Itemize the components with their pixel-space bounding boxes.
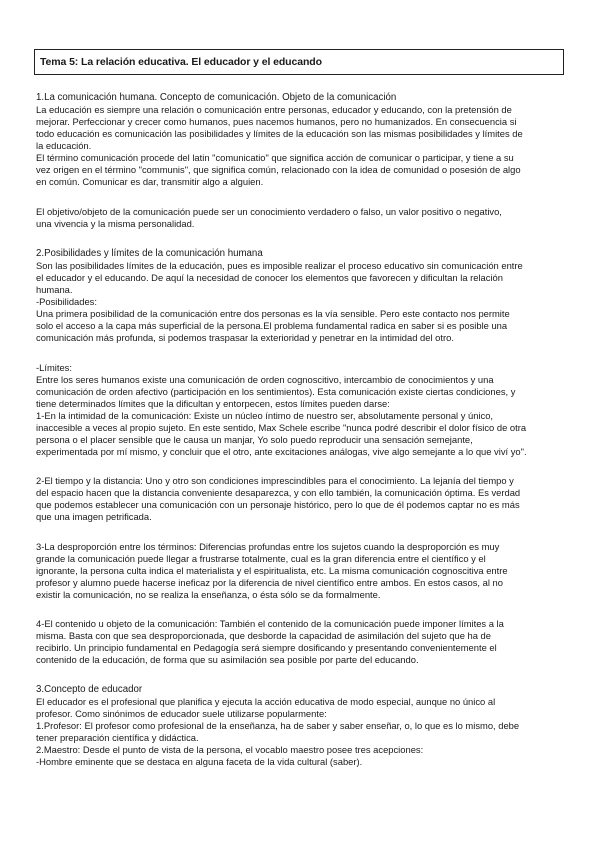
title-box	[34, 49, 564, 75]
text-line: tener preparación científica y didáctica.	[36, 732, 199, 743]
text-line: 2-El tiempo y la distancia: Uno y otro son condiciones imprescindibles para el conocimiento. La lejanía del tiempo y	[36, 475, 514, 486]
text-line: del espacio hacen que la distancia conveniente desaparezca, y con ello también, la comunicación óptima. Es verdad	[36, 487, 521, 498]
text-line: profesor. Como sinónimos de educador suele utilizarse popularmente:	[36, 708, 327, 719]
text-line: mejorar. Perfeccionar y crecer como humanos, pues nacemos humanos, pero no humanizados. En consecuencia si	[36, 116, 517, 127]
text-line: 2.Maestro: Desde el punto de vista de la persona, el vocablo maestro posee tres acepciones:	[36, 744, 424, 755]
text-line: existir la comunicación, no se realiza la enseñanza, o ésta sólo se da formalmente.	[36, 589, 381, 600]
text-line: La educación es siempre una relación o comunicación entre personas, educador y educando, con la pretensión de	[36, 104, 512, 115]
text-line: 1-En la intimidad de la comunicación: Existe un núcleo íntimo de nuestro ser, absolutamente personal y único,	[36, 410, 494, 421]
text-line: humana.	[36, 284, 73, 295]
section-heading: 3.Concepto de educador	[36, 684, 143, 695]
subheading: -Posibilidades:	[36, 296, 97, 307]
text-line: Entre los seres humanos existe una comunicación de orden cognoscitivo, intercambio de conocimientos y una	[36, 374, 494, 385]
document-title: Tema 5: La relación educativa. El educador y el educando	[40, 56, 322, 68]
text-line: una vivencia y la misma personalidad.	[36, 218, 195, 229]
text-line: inaccesible a veces al propio sujeto. En este sentido, Max Schele escribe "nunca podré describir el dolor físico de otra	[36, 422, 527, 433]
text-line: misma. Basta con que sea desproporcionada, que desborde la capacidad de asimilación del sujeto que ha de	[36, 630, 491, 641]
text-line: comunicación más profunda, si podemos traspasar la exterioridad y penetrar en la intimidad del otro.	[36, 332, 454, 343]
text-line: ignorante, la persona culta indica el materialista y el espiritualista, etc. La misma comunicación cognoscitiva entre	[36, 565, 508, 576]
text-line: persona o el placer sensible que le causa un manjar, Yo solo puedo reproducir una sensación semejante,	[36, 434, 473, 445]
text-line: Son las posibilidades límites de la educación, pues es imposible realizar el proceso educativo sin comunicación entre	[36, 260, 523, 271]
text-line: Una primera posibilidad de la comunicación entre dos personas es la vía sensible. Pero este contacto nos permite	[36, 308, 510, 319]
text-line: el educador y el educando. De aquí la necesidad de conocer los elementos que favorecen y dificultan la relación	[36, 272, 503, 283]
text-line: comunicación de orden afectivo (participación en los sentimientos). Esta comunicación existe ciertas condiciones, y	[36, 386, 516, 397]
text-line: grande la comunicación puede llegar a frustrarse totalmente, cual es la gran diferencia entre el científico y el	[36, 553, 486, 564]
text-line: la educación.	[36, 140, 92, 151]
text-line: que una imagen petrificada.	[36, 511, 152, 522]
text-line: todo educación es comunicación las posibilidades y límites de la educación son las mismas posibilidades y límites de	[36, 128, 523, 139]
text-line: vez origen en el término "communis", que significa común, relacionado con la idea de comunidad o posesión de algo	[36, 164, 521, 175]
text-line: 4-El contenido u objeto de la comunicación: También el contenido de la comunicación puede imponer límites a la	[36, 618, 504, 629]
text-line: tiene determinados límites que la dificultan y entorpecen, estos límites pueden darse:	[36, 398, 390, 409]
text-line: El objetivo/objeto de la comunicación puede ser un conocimiento verdadero o falso, un valor positivo o negativo,	[36, 206, 502, 217]
text-line: profesor y alumno puede hacerse ineficaz por la diferencia de nivel científico entre ambos. En estos casos, al no	[36, 577, 503, 588]
section-heading: 2.Posibilidades y límites de la comunicación humana	[36, 248, 263, 259]
text-line: experimentada por mí mismo, y concluir que el otro, ante excitaciones análogas, vive algo semejante a lo que viví yo".	[36, 446, 527, 457]
text-line: -Hombre eminente que se destaca en alguna faceta de la vida cultural (saber).	[36, 756, 363, 767]
section-heading: 1.La comunicación humana. Concepto de comunicación. Objeto de la comunicación	[36, 92, 397, 103]
text-line: 3-La desproporción entre los términos: Diferencias profundas entre los sujetos cuando la desproporción es muy	[36, 541, 500, 552]
text-line: solo el acceso a la capa más superficial de la persona.El problema fundamental radica en saber si es posible una	[36, 320, 508, 331]
text-line: El término comunicación procede del latin "comunicatio" que significa acción de comunicar o participar, y tiene a su	[36, 152, 514, 163]
text-line: El educador es el profesional que planifica y ejecuta la acción educativa de modo especial, aunque no único al	[36, 696, 496, 707]
subheading: -Límites:	[36, 362, 72, 373]
text-line: que podemos establecer una comunicación con un personaje histórico, pero lo que de él podemos captar no es más	[36, 499, 520, 510]
text-line: 1.Profesor: El profesor como profesional de la enseñanza, ha de saber y saber enseñar, o, lo que es lo mismo, debe	[36, 720, 520, 731]
text-line: contenido de la educación, de forma que su asimilación sea posible por parte del educando.	[36, 654, 419, 665]
text-line: en común. Comunicar es dar, transmitir algo a alguien.	[36, 176, 264, 187]
text-line: recibirlo. Un principio fundamental en Pedagogía será siempre dosificando y presentando convenientemente el	[36, 642, 497, 653]
